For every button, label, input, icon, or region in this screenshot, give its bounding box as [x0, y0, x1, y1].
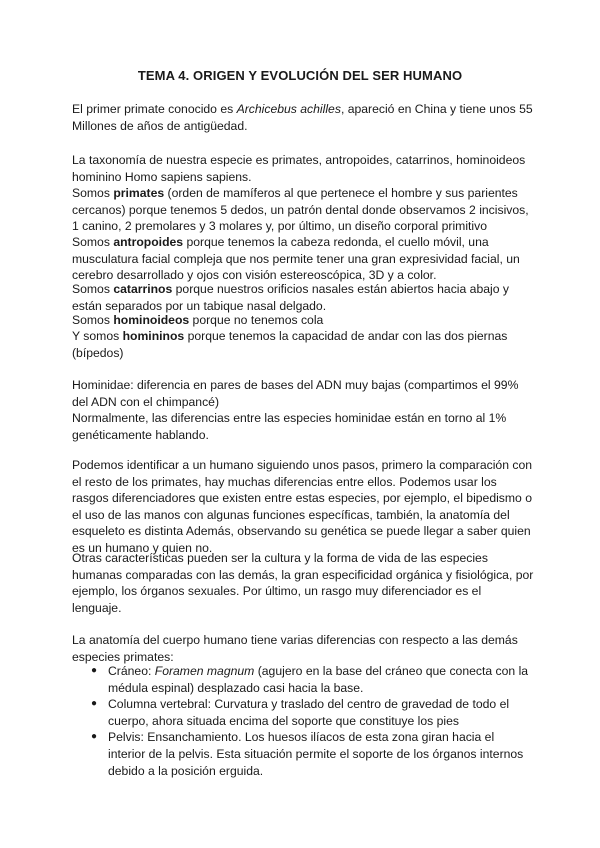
hominidae-note-paragraph: Normalmente, las diferencias entre las especies hominidae están en torno al 1% genéticamente hablando.: [72, 411, 507, 442]
list-item: [72, 729, 534, 779]
identify-paragraph: Podemos identificar a un humano siguiendo unos pasos, primero la comparación con el resto de los primates, hay muchas diferencias entre ellos. Podemos usar los rasgos diferenciadores que existen entre estas especies, por ejemplo, el bipedismo o el uso de las manos con algunas funciones específicas, también, la anatomía del esqueleto es distinta Además, observando su genética se puede llegar a saber quien es un humano y quien no.: [72, 458, 533, 555]
primates-pre: Somos: [72, 186, 114, 200]
bullet-icon: ●: [91, 698, 98, 710]
intro-paragraph: [72, 101, 534, 134]
bullet-icon: ●: [91, 665, 98, 676]
bullet-text: Pelvis: Ensanchamiento. Los huesos ilíacos de esta zona giran hacia el interior de la pelvis. Esta situación permite el soporte de los órganos internos debido a la posición erguida.: [108, 730, 524, 778]
antropoides-description: porque tenemos la cabeza redonda, el cuello móvil, una musculatura facial compleja que nos permite tener una gran expresividad facial, un cerebro desarrollado y ojos con visión estereoscópica, 3D y a color.: [72, 235, 520, 283]
homininos-pre: Y somos: [72, 329, 123, 343]
anatomy-bullet-list: [72, 663, 534, 779]
catarrinos-pre: Somos: [72, 282, 114, 296]
other-characteristics-paragraph: Otras características pueden ser la cultura y la forma de vida de las especies humanas comparadas con las demás, la gran especificidad orgánica y fisiológica, por ejemplo, los órganos sexuales. Por último, un rasgo muy diferenciador es el lenguaje.: [72, 551, 534, 615]
bullet-icon: ●: [91, 731, 98, 743]
hominoideos-description: porque no tenemos cola: [189, 313, 324, 327]
catarrinos-description: porque nuestros orificios nasales están abiertos hacia abajo y están separados por un tabique nasal delgado.: [72, 282, 509, 313]
taxonomy-paragraph: La taxonomía de nuestra especie es primates, antropoides, catarrinos, hominoideos hominino Homo sapiens sapiens.: [72, 153, 526, 184]
intro-text-end: , apareció en China y tiene unos 55 Millones de años de antigüedad.: [72, 102, 533, 133]
hominoideos-paragraph: [72, 312, 534, 329]
primates-description: (orden de mamíferos al que pertenece el hombre y sus parientes cercanos) porque tenemos 5 dedos, un patrón dental donde observamos 2 incisivos, 1 canino, 2 premolares y 3 molares y, por último, un diseño corporal primitivo: [72, 186, 529, 234]
intro-text-start: El primer primate conocido es: [72, 102, 237, 116]
homininos-term: homininos: [122, 329, 185, 343]
bullet-text: Columna vertebral: Curvatura y traslado del centro de gravedad de todo el cuerpo, ahora situada encima del soporte que constituye los pies: [108, 697, 510, 728]
catarrinos-term: catarrinos: [113, 282, 173, 296]
anatomy-intro-paragraph: La anatomía del cuerpo humano tiene varias diferencias con respecto a las demás especies primates:: [72, 633, 518, 664]
list-item: [72, 663, 534, 696]
antropoides-pre: Somos: [72, 235, 114, 249]
page-title: TEMA 4. ORIGEN Y EVOLUCIÓN DEL SER HUMANO: [137, 68, 463, 83]
primates-paragraph: [72, 185, 534, 235]
bullet-text-start: Cráneo:: [108, 664, 155, 678]
hominoideos-pre: Somos: [72, 313, 114, 327]
homininos-description: porque tenemos la capacidad de andar con las dos piernas (bípedos): [72, 329, 508, 360]
hominidae-paragraph: Hominidae: diferencia en pares de bases del ADN muy bajas (compartimos el 99% del ADN con el chimpancé): [72, 378, 519, 409]
hominoideos-term: hominoideos: [113, 313, 190, 327]
homininos-paragraph: [72, 328, 534, 361]
species-name: Archicebus achilles: [236, 102, 341, 116]
bullet-italic-term: Foramen magnum: [154, 664, 255, 678]
antropoides-paragraph: [72, 234, 534, 284]
bullet-text-end: (agujero en la base del cráneo que conecta con la médula espinal) desplazado casi hacia la base.: [108, 664, 529, 695]
list-item: [72, 696, 534, 729]
primates-term: primates: [113, 186, 165, 200]
antropoides-term: antropoides: [113, 235, 184, 249]
catarrinos-paragraph: [72, 281, 534, 314]
